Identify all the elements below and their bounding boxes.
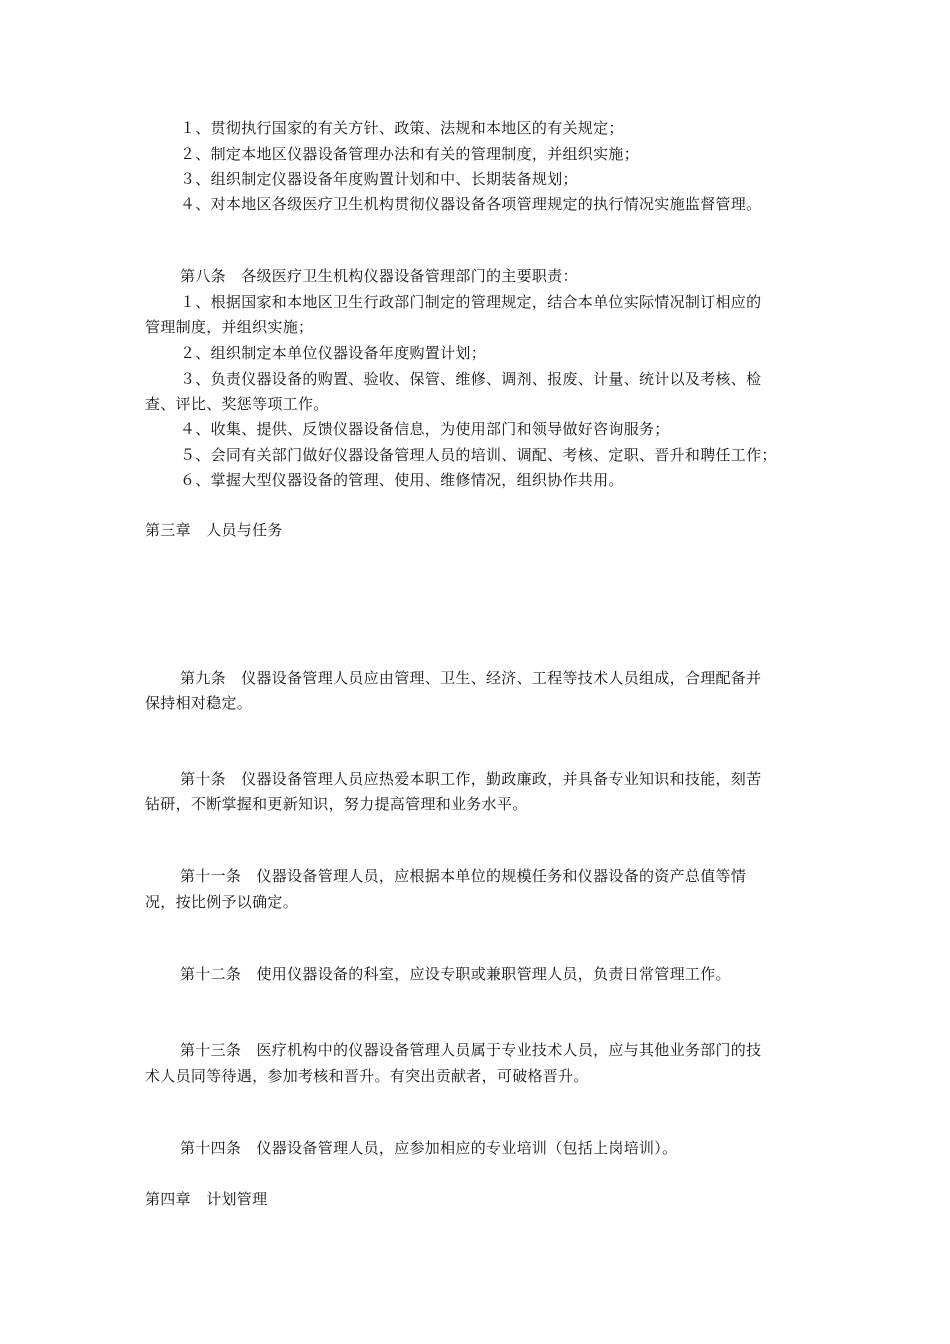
article-10-line-2: 钻研，不断掌握和更新知识，努力提高管理和业务水平。: [145, 795, 528, 813]
article-10-line-1: 第十条 仪器设备管理人员应热爱本职工作，勤政廉政，并具备专业知识和技能，刻苦: [180, 770, 762, 788]
article-13-line-1: 第十三条 医疗机构中的仪器设备管理人员属于专业技术人员，应与其他业务部门的技: [180, 1041, 762, 1059]
list-item: １、贯彻执行国家的有关方针、政策、法规和本地区的有关规定；: [180, 119, 624, 137]
chapter-3-heading: 第三章 人员与任务: [145, 521, 283, 539]
article-8-item-3-line-1: ３、负责仪器设备的购置、验收、保管、维修、调剂、报废、计量、统计以及考核、检: [180, 370, 762, 388]
article-14-line-1: 第十四条 仪器设备管理人员，应参加相应的专业培训（包括上岗培训）。: [180, 1139, 678, 1157]
list-item: ２、制定本地区仪器设备管理办法和有关的管理制度，并组织实施；: [180, 145, 640, 163]
article-13-line-2: 术人员同等待遇，参加考核和晋升。有突出贡献者，可破格晋升。: [145, 1067, 589, 1085]
article-9-line-1: 第九条 仪器设备管理人员应由管理、卫生、经济、工程等技术人员组成，合理配备并: [180, 669, 762, 687]
article-8-item-1-line-1: １、根据国家和本地区卫生行政部门制定的管理规定，结合本单位实际情况制订相应的: [180, 293, 762, 311]
article-8-item-3-line-2: 查、评比、奖惩等项工作。: [145, 395, 329, 413]
article-9-line-2: 保持相对稳定。: [145, 694, 253, 712]
chapter-4-heading: 第四章 计划管理: [145, 1190, 268, 1208]
article-11-line-1: 第十一条 仪器设备管理人员，应根据本单位的规模任务和仪器设备的资产总值等情: [180, 867, 747, 885]
article-8-title: 第八条 各级医疗卫生机构仪器设备管理部门的主要职责：: [180, 267, 578, 285]
article-11-line-2: 况，按比例予以确定。: [145, 893, 299, 911]
article-8-item-2: ２、组织制定本单位仪器设备年度购置计划；: [180, 344, 487, 362]
article-12-line-1: 第十二条 使用仪器设备的科室，应设专职或兼职管理人员，负责日常管理工作。: [180, 965, 731, 983]
article-8-item-1-line-2: 管理制度，并组织实施；: [145, 318, 314, 336]
list-item: ３、组织制定仪器设备年度购置计划和中、长期装备规划；: [180, 170, 578, 188]
article-8-item-5: ５、会同有关部门做好仪器设备管理人员的培训、调配、考核、定职、晋升和聘任工作；: [180, 446, 777, 464]
article-8-item-4: ４、收集、提供、反馈仪器设备信息，为使用部门和领导做好咨询服务；: [180, 420, 670, 438]
list-item: ４、对本地区各级医疗卫生机构贯彻仪器设备各项管理规定的执行情况实施监督管理。: [180, 195, 762, 213]
article-8-item-6: ６、掌握大型仪器设备的管理、使用、维修情况，组织协作共用。: [180, 471, 624, 489]
